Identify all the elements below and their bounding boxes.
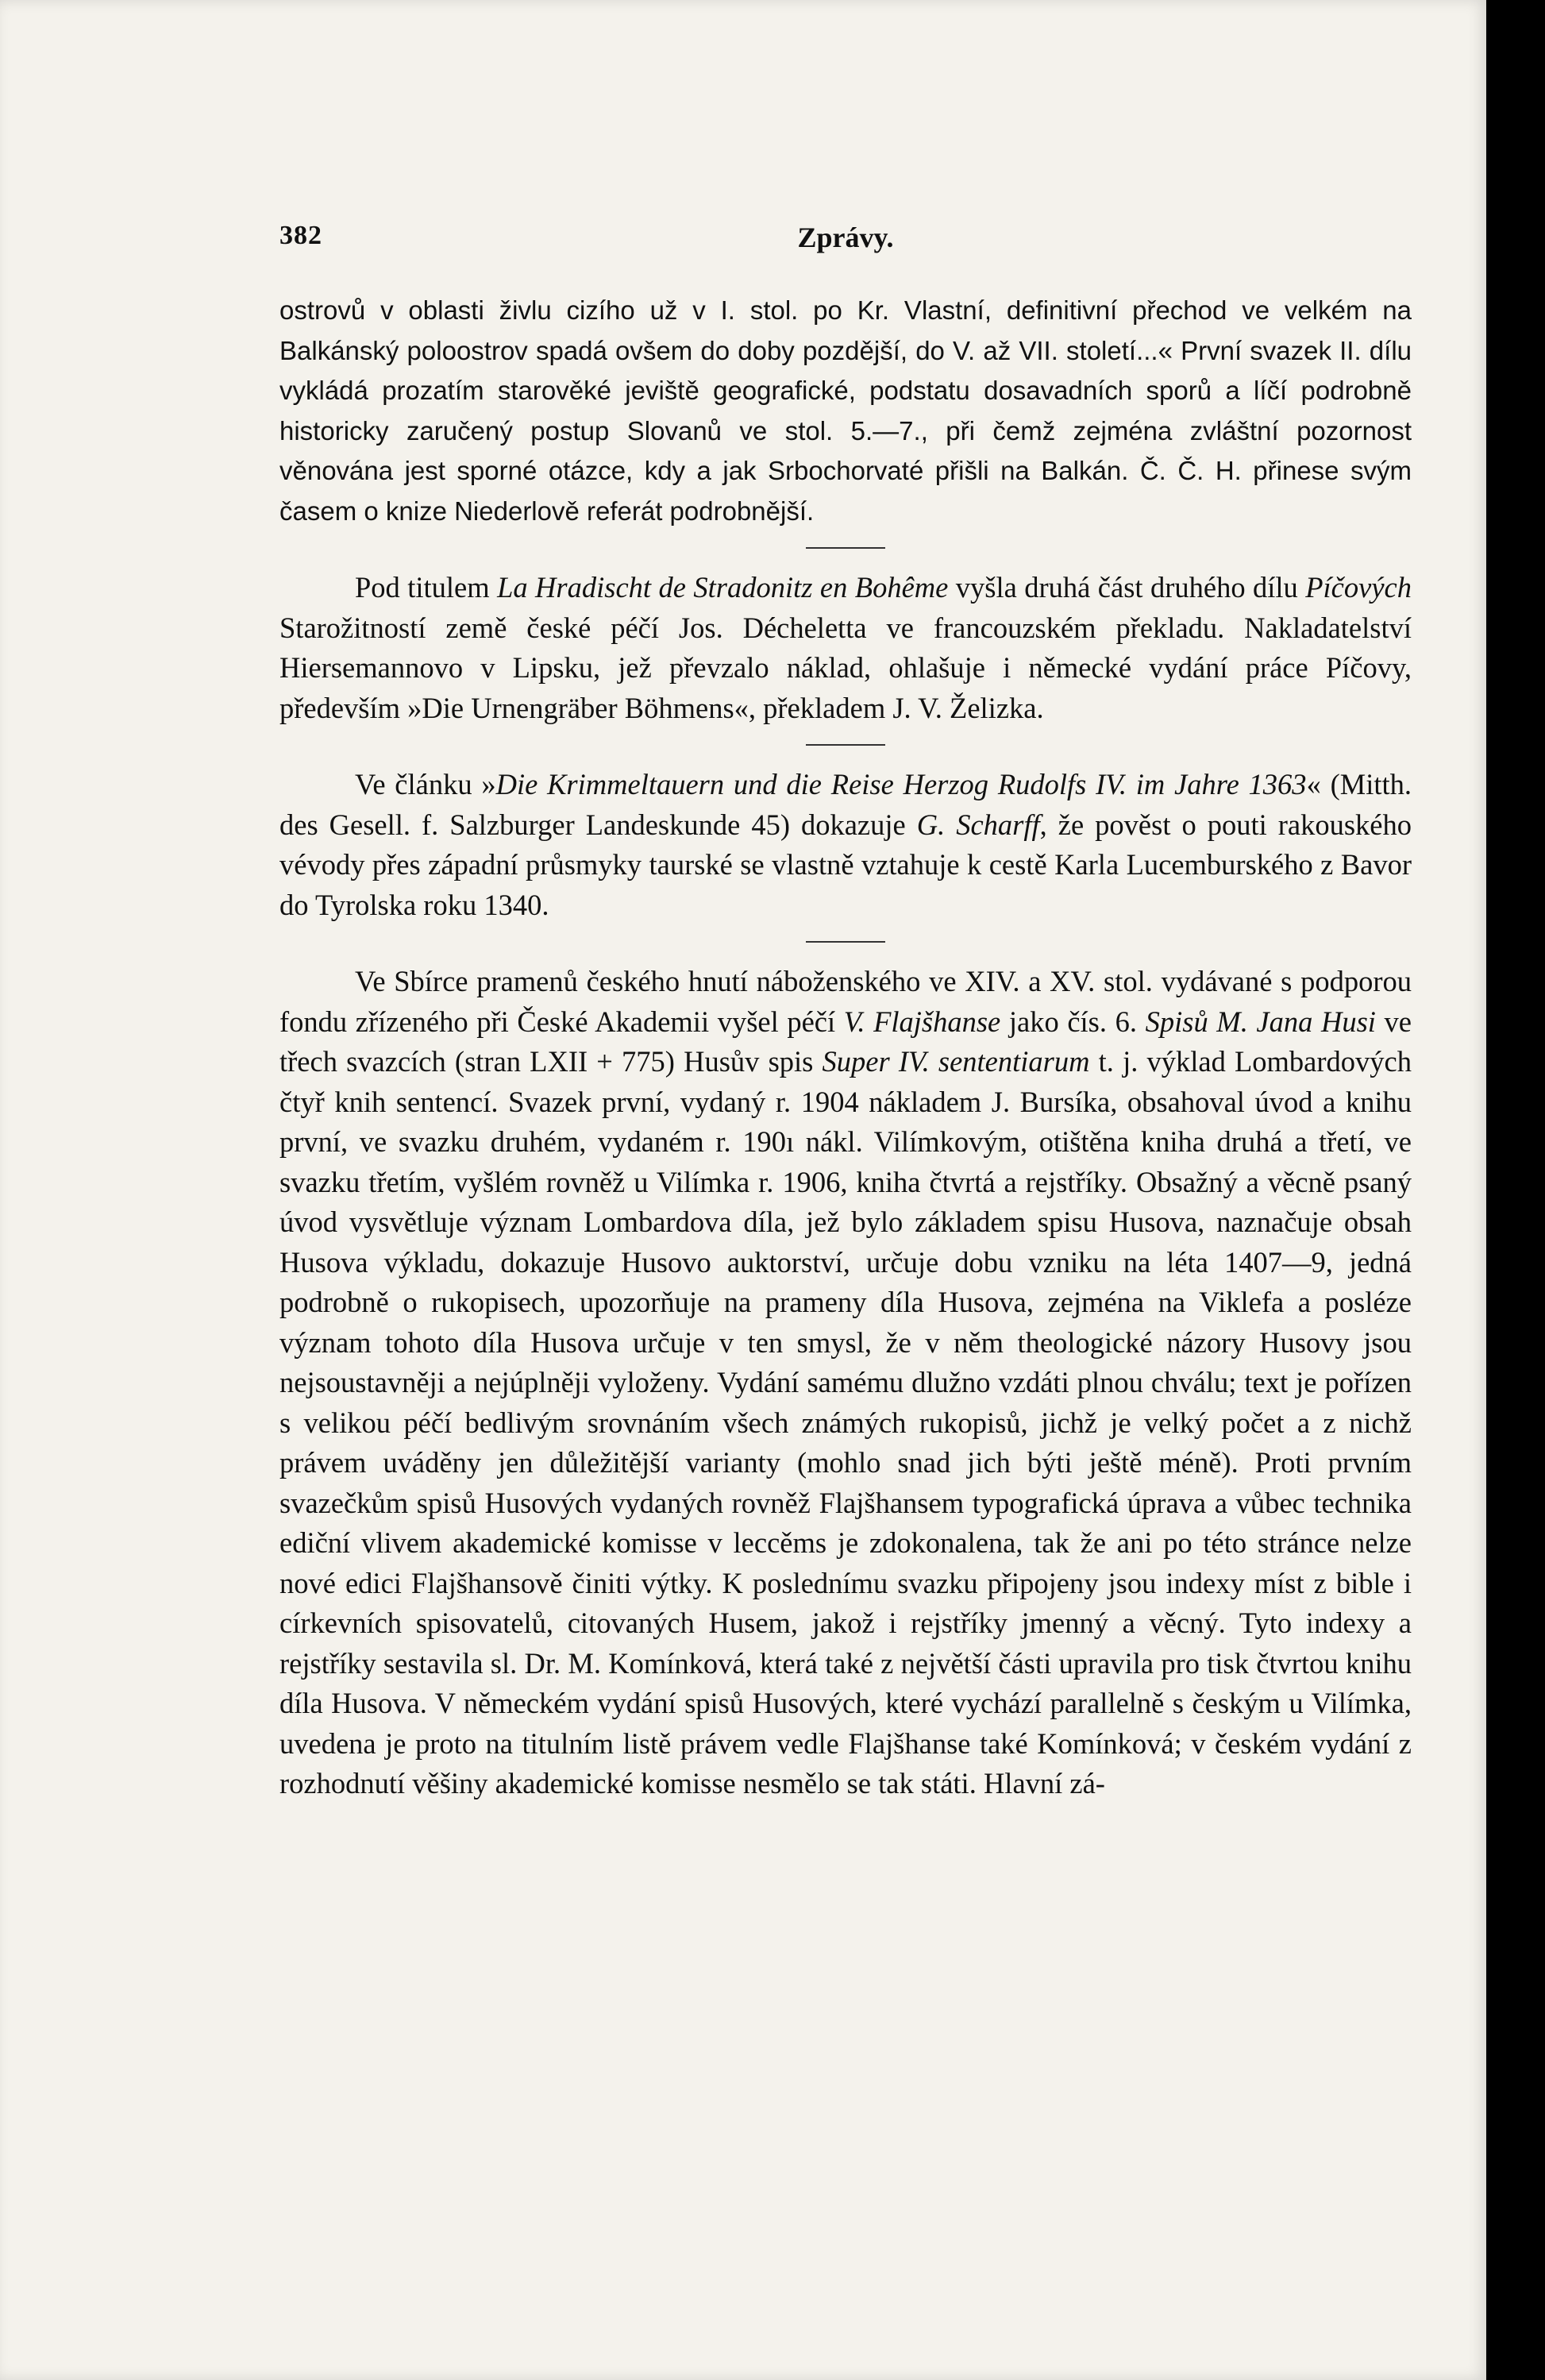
text-run: Pod titulem	[355, 571, 498, 604]
running-title: Zprávy.	[797, 222, 894, 253]
page-header	[279, 221, 1412, 260]
series-title: Spisů M. Jana Husi	[1145, 1005, 1376, 1038]
paragraph-husi	[279, 962, 1412, 1804]
editor-name: V. Flajšhanse	[843, 1005, 1001, 1038]
work-title: Super IV. sententiarum	[822, 1045, 1090, 1078]
article-title: Die Krimmeltauern und die Reise Herzog Rudolfs IV. im Jahre 1363	[495, 768, 1307, 800]
text-run: t. j. výklad Lombardových čtyř knih sentencí. Svazek první, vydaný r. 1904 nákladem J. Bursíka, obsahoval úvod a knihu první, ve svazku druhém, vydaném r. 190ı nákl. Vilímkovým, otištěna kniha druhá a třetí, ve svazku třetím, vyšlém rovněž u Vilímka r. 1906, kniha čtvrtá a rejstříky. Obsažný a věcně psaný úvod vysvětluje význam Lombardova díla, jež bylo základem spisu Husova, naznačuje obsah Husova výkladu, dokazuje Husovo auktorství, určuje dobu vzniku na léta 1407—9, jedná podrobně o rukopisech, upozorňuje na prameny díla Husova, zejména na Viklefa a posléze význam tohoto díla Husova určuje v ten smysl, že v něm theologické názory Husovy jsou nejsoustavněji a nejúplněji vyloženy. Vydání samému dlužno vzdáti plnou chválu; text je pořízen s velikou péčí bedlivým srovnáním všech známých rukopisů, jichž je velký počet a z nichž právem uváděny jen důležitější varianty (mohlo snad jich býti ještě méně). Proti prvním svazečkům spisů Husových vydaných rovněž Flajšhansem typografická úprava a vůbec technika ediční vlivem akademické komisse v leccěms je zdokonalena, tak že ani po této stránce nelze nové edici Flajšhansově činiti výtky. K poslednímu svazku připojeny jsou indexy míst z bible i církevních spisovatelů, citovaných Husem, jakož i rejstříky jmenný a věcný. Tyto indexy a rejstříky sestavila sl. Dr. M. Komínková, která také z největší části upravila pro tisk čtvrtou knihu díla Husova. V německém vydání spisů Husových, které vychází parallelně s českým u Vilímka, uvedena je proto na titulním listě právem vedle Flajšhanse také Komínková; v českém vydání z rozhodnutí věšiny akademické komisse nesmělo se tak státi. Hlavní zá-	[279, 1045, 1412, 1799]
text-run: Ve článku »	[355, 768, 496, 800]
paragraph-continued: ostrovů v oblasti živlu cizího už v I. stol. po Kr. Vlastní, definitivní přechod ve velkém na Balkánský poloostrov spadá ovšem do doby pozdější, do V. až VII. století...« První svazek II. dílu vykládá prozatím starověké jeviště geografické, podstatu dosavadních sporů a líčí podrobně historicky zaručený postup Slovanů ve stol. 5.—7., při čemž zejména zvláštní pozornost věnována jest sporné otázce, kdy a jak Srbochorvaté přišli na Balkán. Č. Č. H. přinese svým časem o knize Niederlově referát podrobnější.	[279, 295, 1412, 526]
text-run: Starožitností země české péčí Jos. Décheletta ve francouzském překladu. Nakladatelství Hiersemannovo v Lipsku, jež převzalo náklad, ohlašuje i německé vydání práce Píčovy, především »Die Urnengräber Böhmens«, překladem J. V. Želizka.	[279, 611, 1412, 724]
section-divider	[806, 744, 885, 746]
author-name: G. Scharff	[916, 808, 1040, 841]
section-divider	[806, 547, 885, 549]
text-run: « (Mitth. des Gesell. f. Salzburger Landeskunde 45) dokazuje	[279, 768, 1412, 841]
paragraph-krimmeltauern	[279, 765, 1412, 925]
text-run: Ve Sbírce pramenů českého hnutí náboženského ve XIV. a XV. stol. vydávané s podporou fondu zřízeného při České Akademii vyšel péčí	[279, 965, 1412, 1038]
text-run: jako čís. 6.	[1000, 1005, 1146, 1038]
section-divider	[806, 941, 885, 943]
paragraph-hradischt	[279, 568, 1412, 728]
text-run: vyšla druhá část druhého dílu	[948, 571, 1306, 604]
text-run: ve třech svazcích (stran LXII + 775) Husův spis	[279, 1005, 1412, 1078]
text-run: , že pověst o pouti rakouského vévody přes západní průsmyky taurské se vlastně vztahuje k cestě Karla Lucemburského z Bavor do Tyrolska roku 1340.	[279, 808, 1412, 921]
author-name: Píčových	[1305, 571, 1412, 604]
page-number: 382	[279, 221, 322, 250]
article-body	[279, 291, 1412, 1804]
book-title: La Hradischt de Stradonitz en Bohême	[497, 571, 949, 604]
